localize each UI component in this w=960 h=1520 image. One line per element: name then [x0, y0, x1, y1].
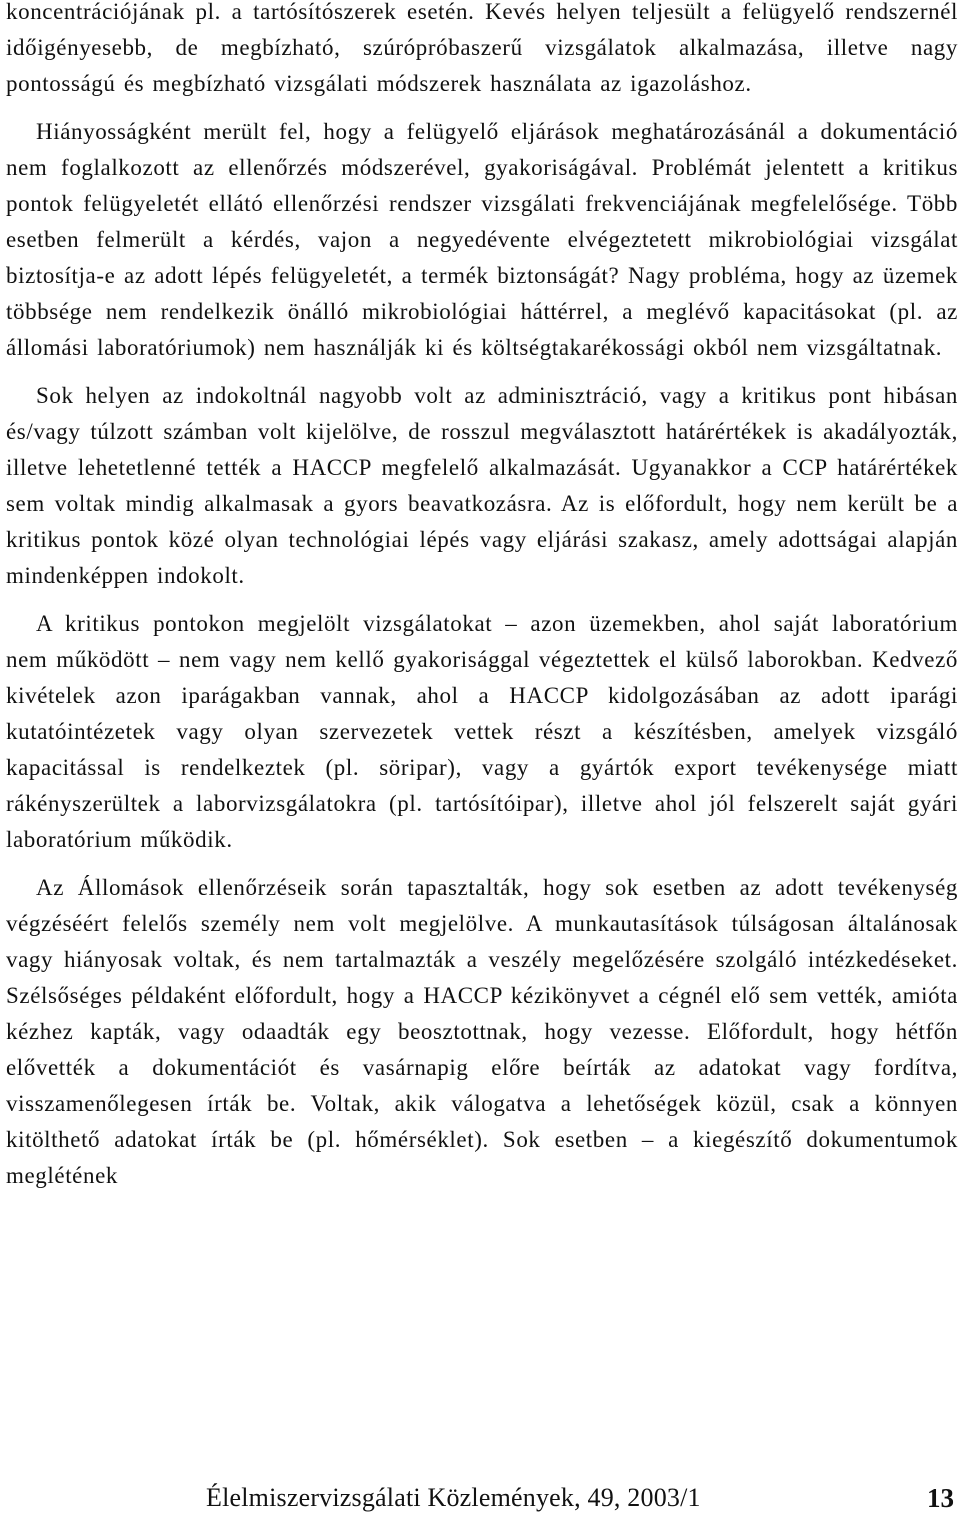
paragraph-1: koncentrációjának pl. a tartósítószerek esetén. Kevés helyen teljesült a felügyelő rendszernél időigényesebb, de megbízható, szúrópróbaszerű vizsgálatok alkalmazása, illetve nagy pontosságú és megbízható vizsgálati módszerek használata az igazoláshoz. — [6, 0, 958, 96]
page-footer — [0, 1480, 960, 1520]
page-number: 13 — [927, 1483, 954, 1513]
paragraph-5: Az Állomások ellenőrzéseik során tapasztalták, hogy sok esetben az adott tevékenység végzéséért felelős személy nem volt megjelölve. A munkautasítások túlságosan általánosak vagy hiányosak voltak, és nem tartalmazták a veszély megelőzésére szolgáló intézkedéseket. Szélsőséges példaként előfordult, hogy a HACCP kézikönyvet a cégnél elő sem vették, amióta kézhez kapták, vagy odaadták egy beosztottnak, hogy vezesse. Előfordult, hogy hétfőn elővették a dokumentációt és vasárnapig előre beírták az adatokat vagy fordítva, visszamenőlegesen írták be. Voltak, akik válogatva a lehetőségek közül, csak a könnyen kitölthető adatokat írták be (pl. hőmérséklet). Sok esetben – a kiegészítő dokumentumok meglétének — [6, 875, 958, 1188]
paragraph-2: Hiányosságként merült fel, hogy a felügyelő eljárások meghatározásánál a dokumentáció nem foglalkozott az ellenőrzés módszerével, gyakoriságával. Problémát jelentett a kritikus pontok felügyeletét ellátó ellenőrzési rendszer vizsgálati frekvenciájának megfelelősége. Több esetben felmerült a kérdés, vajon a negyedévente elvégeztetett mikrobiológiai vizsgálat biztosítja-e az adott lépés felügyeletét, a termék biztonságát? Nagy probléma, hogy az üzemek többsége nem rendelkezik önálló mikrobiológiai háttérrel, a meglévő kapacitásokat (pl. az állomási laboratóriumok) nem használják ki és költségtakarékossági okból nem vizsgáltatnak. — [6, 119, 958, 360]
document-page — [6, 0, 958, 1194]
journal-citation: Élelmiszervizsgálati Közlemények, 49, 2003/1 — [206, 1483, 701, 1512]
paragraph-3: Sok helyen az indokoltnál nagyobb volt az adminisztráció, vagy a kritikus pont hibásan és/vagy túlzott számban volt kijelölve, de rosszul megválasztott határértékek is akadályozták, illetve lehetetlenné tették a HACCP megfelelő alkalmazását. Ugyanakkor a CCP határértékek sem voltak mindig alkalmasak a gyors beavatkozásra. Az is előfordult, hogy nem került be a kritikus pontok közé olyan technológiai lépés vagy eljárási szakasz, amely adottságai alapján mindenképpen indokolt. — [6, 383, 958, 588]
paragraph-4: A kritikus pontokon megjelölt vizsgálatokat – azon üzemekben, ahol saját laboratórium nem működött – nem vagy nem kellő gyakorisággal végeztettek el külső laborokban. Kedvező kivételek azon iparágakban vannak, ahol a HACCP kidolgozásában az adott iparági kutatóintézetek vagy olyan szervezetek vettek részt a készítésben, amelyek vizsgáló kapacitással is rendelkeztek (pl. söripar), vagy a gyártók export tevékenysége miatt rákényszerültek a laborvizsgálatokra (pl. tartósítóipar), illetve ahol jól felszerelt saját gyári laboratórium működik. — [6, 611, 958, 852]
